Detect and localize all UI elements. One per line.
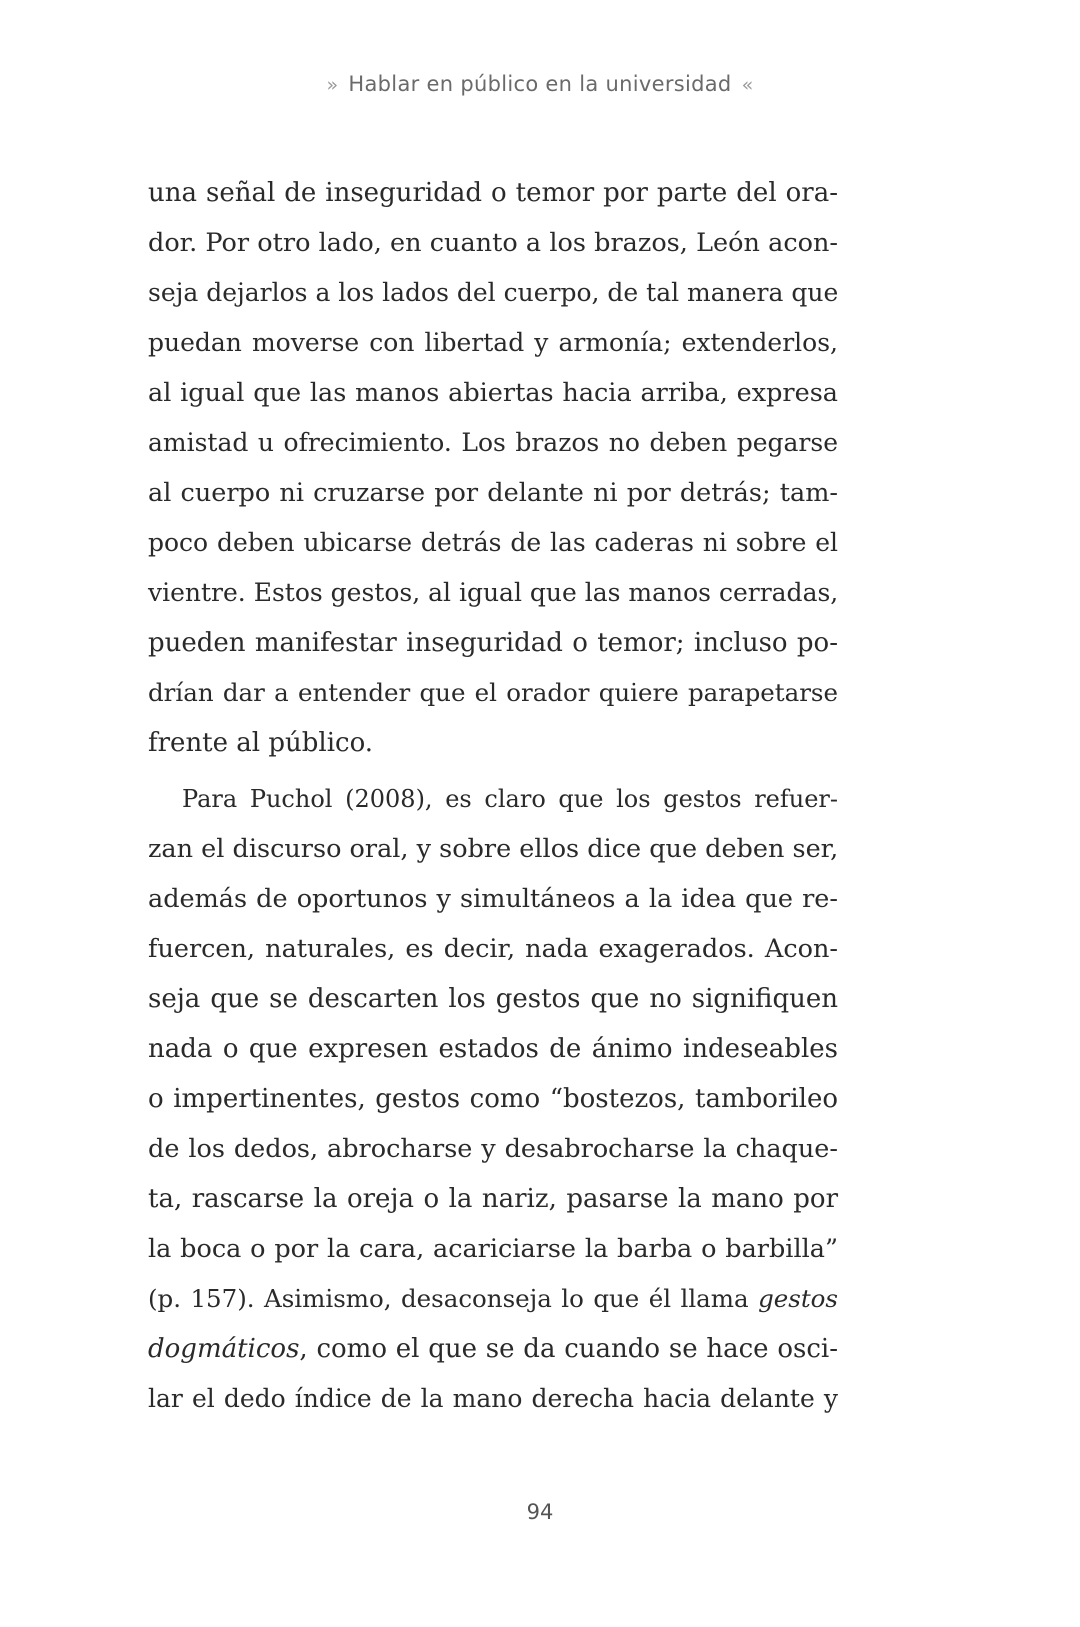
text-line: de los dedos, abrocharse y desabrocharse la chaque-	[148, 1134, 838, 1164]
text-line: zan el discurso oral, y sobre ellos dice que deben ser,	[148, 834, 839, 864]
text-line: seja dejarlos a los lados del cuerpo, de tal manera que	[148, 278, 839, 307]
text-line: vientre. Estos gestos, al igual que las manos cerradas,	[148, 578, 839, 607]
text-line: al cuerpo ni cruzarse por delante ni por detrás; tam-	[148, 478, 838, 508]
header-close-mark: «	[741, 74, 754, 96]
text-line	[148, 1324, 838, 1374]
text-line: poco deben ubicarse detrás de las caderas ni sobre el	[148, 528, 838, 557]
text-run: , como el que se da cuando se hace osci-	[299, 1334, 838, 1364]
running-header	[0, 72, 1080, 96]
paragraph-2	[148, 774, 838, 1424]
text-line: una señal de inseguridad o temor por parte del ora-	[148, 178, 838, 208]
text-line: o impertinentes, gestos como “bostezos, tamborileo	[148, 1084, 838, 1114]
text-line: la boca o por la cara, acariciarse la barba o barbilla”	[148, 1234, 838, 1264]
body-text	[148, 168, 838, 1424]
text-line	[148, 1274, 838, 1324]
text-line: puedan moverse con libertad y armonía; extenderlos,	[148, 328, 838, 357]
text-line: pueden manifestar inseguridad o temor; incluso po-	[148, 628, 838, 658]
text-run: (p. 157). Asimismo, desaconseja lo que él llama	[148, 1284, 759, 1313]
italic-term: gestos	[758, 1284, 838, 1313]
text-line: ta, rascarse la oreja o la nariz, pasarse la mano por	[148, 1184, 838, 1214]
italic-term: dogmáticos	[148, 1334, 300, 1364]
text-line: seja que se descarten los gestos que no signifiquen	[148, 984, 838, 1014]
text-line: Para Puchol (2008), es claro que los gestos refuer-	[182, 785, 838, 813]
page-number: 94	[526, 1500, 554, 1524]
text-line: frente al público.	[148, 728, 374, 758]
text-line: además de oportunos y simultáneos a la idea que re-	[148, 884, 838, 914]
text-line: lar el dedo índice de la mano derecha hacia delante y	[148, 1384, 838, 1413]
text-line: drían dar a entender que el orador quiere parapetarse	[148, 678, 838, 707]
header-open-mark: »	[326, 74, 339, 96]
header-title: Hablar en público en la universidad	[348, 72, 732, 96]
text-line: amistad u ofrecimiento. Los brazos no deben pegarse	[148, 428, 838, 457]
paragraph-1	[148, 168, 838, 768]
text-line: nada o que expresen estados de ánimo indeseables	[148, 1034, 838, 1064]
text-line: fuercen, naturales, es decir, nada exagerados. Acon-	[148, 934, 838, 964]
text-line: al igual que las manos abiertas hacia arriba, expresa	[148, 378, 838, 408]
text-line: dor. Por otro lado, en cuanto a los brazos, León acon-	[148, 228, 838, 258]
